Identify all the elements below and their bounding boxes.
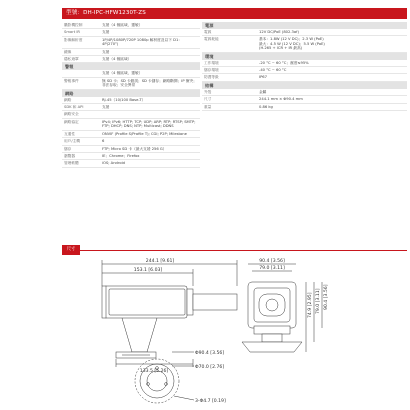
spec-value: 支援（4 個區域）	[102, 57, 132, 62]
spec-value: 1P/4P/1080P/720P 1080p 解析度及以下 D1：4P(270°)	[102, 37, 182, 47]
spec-value: ONVIF (Profile S/Profile T); CGI; P2P; Milestone	[102, 131, 187, 136]
spec-row	[62, 49, 200, 56]
spec-key: 電源	[204, 30, 212, 34]
label-height-b: 79.0 [3.11]	[316, 288, 321, 314]
spec-row	[62, 104, 200, 111]
spec-key: 儲存環境	[204, 68, 219, 73]
spec-row	[62, 56, 200, 63]
spec-row	[62, 138, 200, 145]
label-dia-outer: Φ90.4 [3.56]	[195, 351, 225, 356]
spec-key: 防護等級	[204, 75, 219, 80]
spec-row	[62, 78, 200, 90]
spec-key: 網路協定	[64, 119, 79, 124]
spec-key: 網路安全	[64, 112, 79, 117]
spec-row	[62, 131, 200, 138]
label-width-inner: 79.0 [3.11]	[259, 266, 285, 271]
label-width-outer: 90.4 [3.56]	[259, 259, 285, 264]
spec-row	[202, 89, 407, 96]
spec-row	[202, 36, 407, 52]
spec-value: 6	[102, 139, 105, 144]
spec-value: 基本：1.8W (12 V DC)；2.3 W (PoE) 最大：4.5 W (12 V DC)；5.5 W (PoE) (H.265 + ICR + IR 最高)	[259, 37, 325, 51]
spec-row	[62, 37, 200, 49]
dimensions-section-label: 尺寸	[62, 245, 80, 255]
spec-row	[202, 67, 407, 74]
spec-value: iOS; Android	[102, 161, 125, 166]
section-heading: 電源	[202, 22, 407, 29]
spec-value	[100, 111, 200, 117]
spec-value: FTP; Micro SD 卡（最大支援 256 G）	[102, 146, 167, 151]
spec-key: 尺寸	[204, 97, 212, 102]
spec-row	[62, 119, 200, 131]
camera-front-view	[242, 282, 302, 352]
spec-key: 外殼	[204, 89, 212, 94]
spec-value: 支援	[102, 105, 110, 110]
spec-row	[62, 111, 200, 118]
dimensions-section-bar	[62, 245, 407, 255]
spec-value: IPv4; IPv6; HTTP; TCP; UDP; ARP; RTP; RTSP; SMTP; FTP; DHCP; DNS; NTP; Multicast; DDNS	[102, 119, 196, 129]
camera-side-view	[102, 286, 237, 358]
spec-value: 支援（4 個區域，靈敏）	[102, 71, 143, 76]
spec-row	[62, 70, 200, 77]
spec-value: IE；Chrome；Firefox	[102, 153, 140, 158]
section-heading: 環境	[202, 53, 407, 60]
spec-row	[62, 97, 200, 104]
spec-key: 互通性	[64, 131, 76, 136]
spec-row	[62, 146, 200, 153]
label-height-c: 90.4 [3.56]	[324, 284, 329, 310]
spec-key: 儲存	[64, 146, 72, 151]
spec-value: IP67	[259, 75, 268, 80]
label-length-total: 244.1 [9.61]	[145, 259, 175, 264]
spec-value: RJ-45（10/100 Base-T）	[102, 97, 146, 102]
model-title-bar	[62, 8, 407, 19]
spec-row	[202, 96, 407, 103]
spec-row	[202, 74, 407, 81]
spec-value: -40 °C ~ 60 °C	[259, 68, 287, 73]
spec-key: 電源耗能	[204, 37, 219, 42]
spec-key: 網路	[64, 97, 72, 102]
spec-value: 244.1 mm × Φ90.4 mm	[259, 97, 303, 102]
spec-row	[62, 29, 200, 36]
spec-key: 警報事件	[64, 78, 79, 83]
spec-column-left	[62, 22, 200, 168]
spec-value: 支援	[102, 49, 110, 54]
spec-row	[62, 160, 200, 167]
spec-value: 無 SD 卡；SD 卡錯誤；SD 卡儲存；網路斷開；IP 衝突；非法存取；安全異常	[102, 78, 197, 88]
spec-column-right	[202, 22, 407, 111]
label-holes: 3-Φ4.7 [0.19]	[195, 399, 226, 404]
section-heading: 警報	[62, 63, 200, 70]
spec-value: 0.86 kg	[259, 104, 273, 109]
spec-key: 鏡像	[64, 49, 72, 54]
spec-row	[202, 60, 407, 67]
spec-key: 影像解析度	[64, 37, 83, 42]
spec-key: 隱私遮罩	[64, 57, 79, 62]
spec-value: -20 °C ~ 60 °C；濕度≤95%	[259, 60, 309, 65]
spec-value: 金屬	[259, 89, 267, 94]
label-dia-pcd: Φ70.0 [2.76]	[195, 365, 225, 370]
spec-row	[202, 29, 407, 36]
dimensions-divider	[80, 250, 407, 251]
label-length-base: 133.5 [5.26]	[139, 369, 169, 374]
dimension-drawing	[62, 256, 407, 406]
spec-value: 支援（4 個區域，靈敏）	[102, 23, 143, 27]
spec-row	[202, 104, 407, 111]
base-plate-view	[135, 359, 179, 403]
spec-key: 工作環境	[204, 60, 219, 65]
spec-value: 支援	[102, 30, 110, 35]
spec-row	[62, 153, 200, 160]
model-title: 型號：DH-IPC-HFW1230T-ZS	[66, 10, 146, 16]
spec-key: 管理軟體	[64, 161, 79, 166]
spec-key: SDK 和 API	[64, 105, 84, 110]
spec-key	[62, 70, 100, 76]
spec-row	[62, 22, 200, 29]
spec-key: 瀏覽器	[64, 153, 76, 158]
spec-value: 12V DC/PoE (802.3af)	[259, 30, 299, 34]
section-heading: 網路	[62, 90, 200, 97]
spec-key: 攝影機控制	[64, 23, 83, 27]
spec-key: 重量	[204, 104, 212, 109]
label-height-a: 74.9 [2.95]	[308, 292, 313, 318]
label-length-body: 153.1 [6.03]	[133, 268, 163, 273]
section-heading: 結構	[202, 82, 407, 89]
spec-key: 用戶/主機	[64, 139, 80, 144]
spec-key: Smart IR	[64, 30, 80, 35]
